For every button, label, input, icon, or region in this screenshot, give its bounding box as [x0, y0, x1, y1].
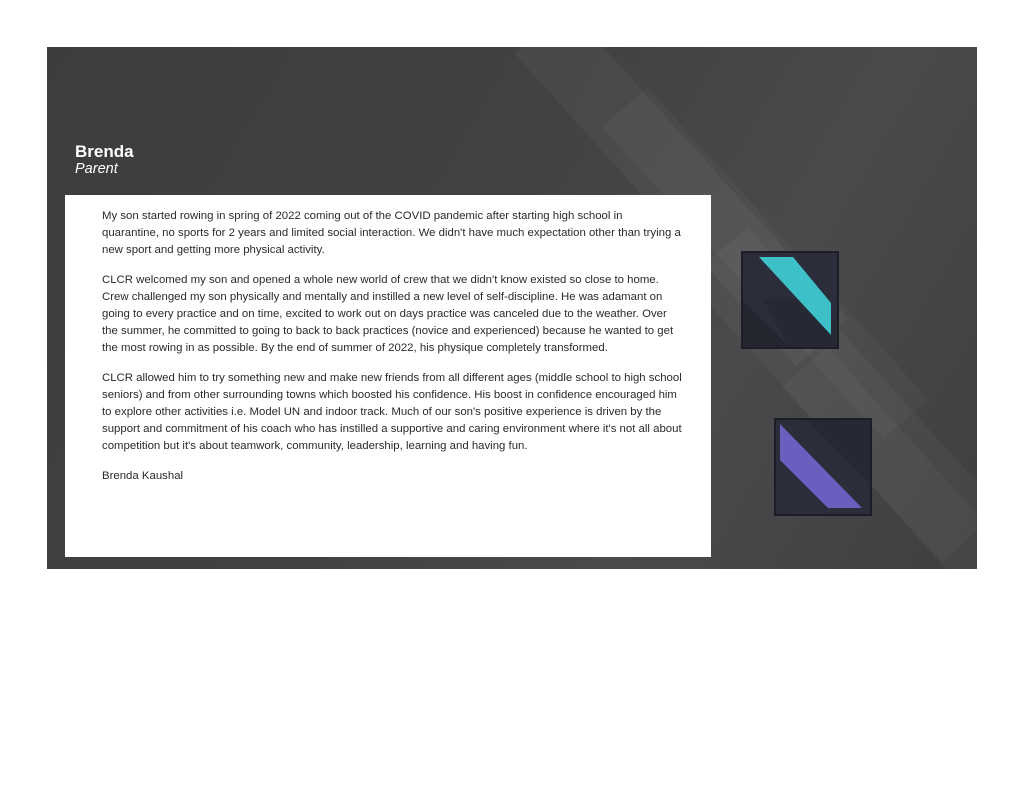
testimonial-author-name: Brenda [75, 142, 134, 161]
purple-diagonal-tile-icon [774, 418, 872, 516]
testimonial-author-role: Parent [75, 161, 118, 177]
testimonial-body [102, 208, 682, 497]
testimonial-paragraph: CLCR allowed him to try something new and make new friends from all different ages (middle school to high school seniors) and from other surrounding towns which boosted his confidence. His boost in confidence encouraged him to explore other activities i.e. Model UN and indoor track. Much of our son's positive experience is driven by the support and commitment of his coach who has instilled a supportive and caring environment where it's not all about competition but it's about teamwork, community, leadership, learning and having fun. [102, 371, 682, 453]
testimonial-card [65, 195, 711, 557]
testimonial-signature: Brenda Kaushal [102, 469, 184, 482]
testimonial-slide [47, 47, 977, 569]
teal-diagonal-graphic [743, 253, 837, 347]
testimonial-paragraph: My son started rowing in spring of 2022 coming out of the COVID pandemic after starting high school in quarantine, no sports for 2 years and limited social interaction. We didn't have much expectation other than trying a new sport and getting more physical activity. [102, 210, 681, 257]
teal-diagonal-tile-icon [741, 251, 839, 349]
testimonial-paragraph: CLCR welcomed my son and opened a whole new world of crew that we didn't know existed so close to home. Crew challenged my son physically and mentally and instilled a new level of self-discipline. He was adamant on going to every practice and on time, excited to work out on days practice was canceled due to the weather. Over the summer, he committed to going to back to back practices (novice and experienced) because he wanted to get the most rowing in as possible. By the end of summer of 2022, his physique completely transformed. [102, 273, 674, 355]
purple-diagonal-graphic [776, 420, 870, 514]
